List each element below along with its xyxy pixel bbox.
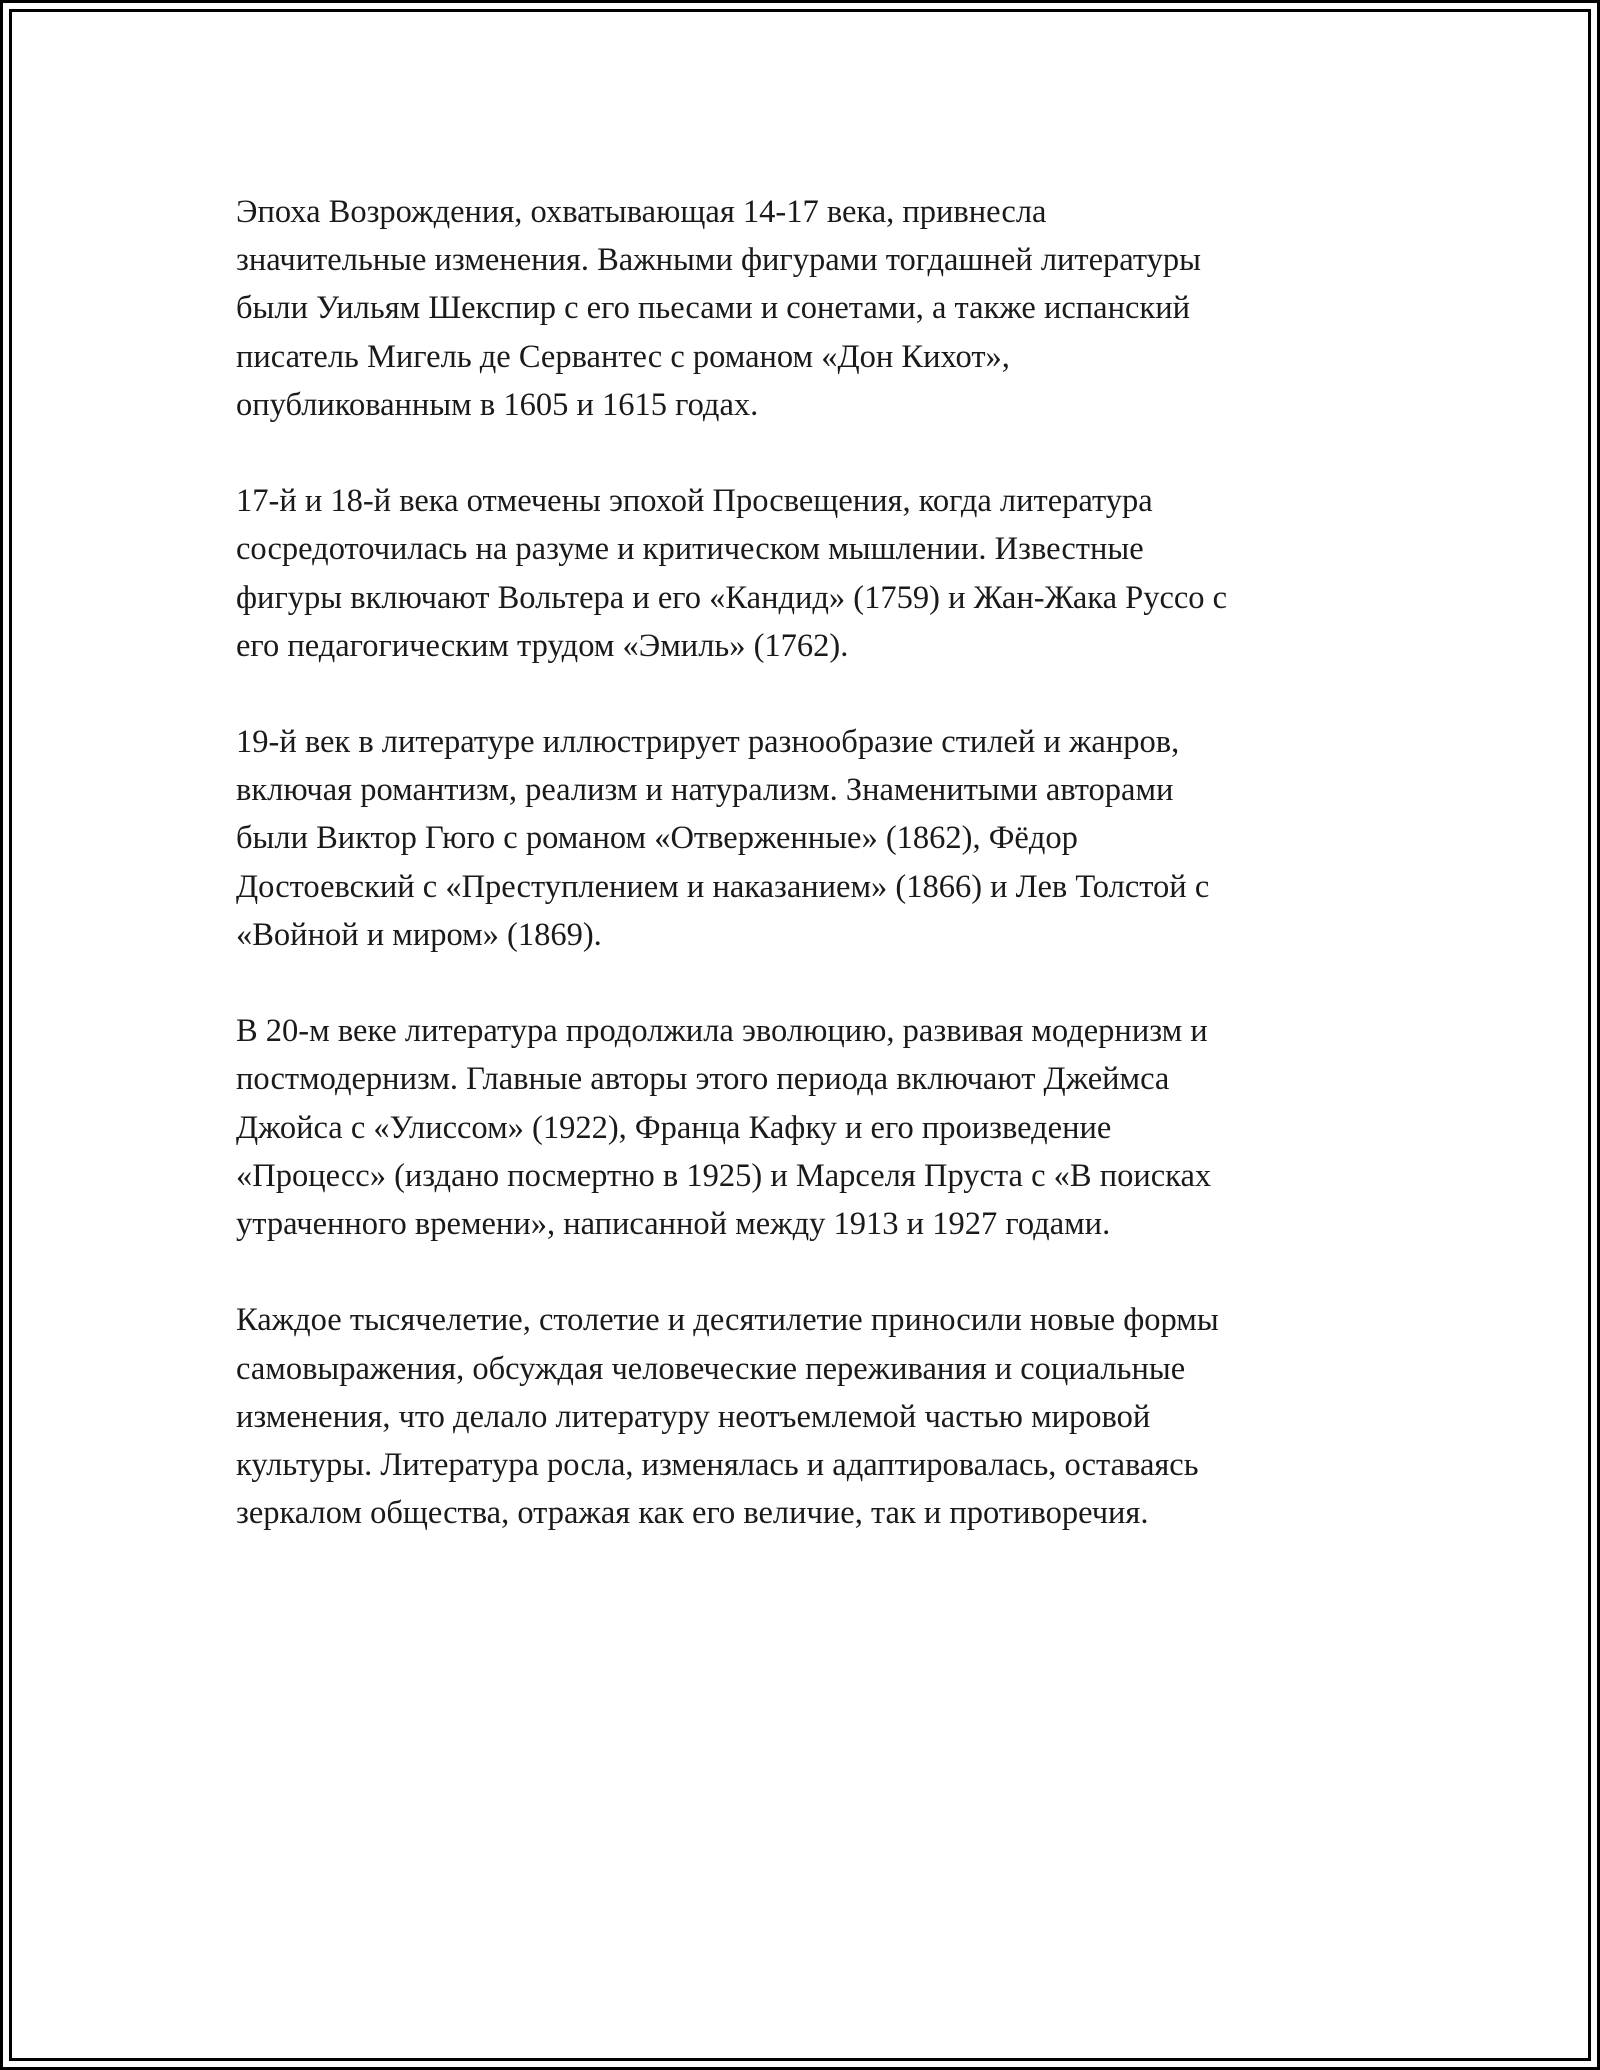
paragraph-spacer bbox=[236, 1248, 1396, 1296]
paragraph-spacer bbox=[236, 670, 1396, 718]
paragraph-spacer bbox=[236, 429, 1396, 477]
paragraph-spacer bbox=[236, 959, 1396, 1007]
text-line: включая романтизм, реализм и натурализм. Знаменитыми авторами bbox=[236, 772, 1174, 809]
paragraph-19th-century bbox=[236, 718, 1396, 959]
text-line: были Уильям Шекспир с его пьесами и сонетами, а также испанский bbox=[236, 290, 1190, 327]
text-line: 17-й и 18-й века отмечены эпохой Просвещения, когда литература bbox=[236, 483, 1153, 520]
text-line: утраченного времени», написанной между 1913 и 1927 годами. bbox=[236, 1205, 1111, 1242]
text-line: Джойса с «Улиссом» (1922), Франца Кафку и его произведение bbox=[236, 1109, 1112, 1146]
text-line: «Процесс» (издано посмертно в 1925) и Марселя Пруста с «В поисках bbox=[236, 1157, 1212, 1194]
text-line: 19-й век в литературе иллюстрирует разнообразие стилей и жанров, bbox=[236, 724, 1180, 761]
text-line: его педагогическим трудом «Эмиль» (1762). bbox=[236, 627, 849, 664]
text-line: значительные изменения. Важными фигурами тогдашней литературы bbox=[236, 242, 1202, 279]
paragraph-enlightenment bbox=[236, 477, 1396, 670]
text-line: постмодернизм. Главные авторы этого периода включают Джеймса bbox=[236, 1061, 1170, 1098]
text-line: опубликованным в 1605 и 1615 годах. bbox=[236, 386, 759, 423]
paragraph-renaissance bbox=[236, 188, 1396, 429]
text-line: Достоевский с «Преступлением и наказанием» (1866) и Лев Толстой с bbox=[236, 868, 1210, 905]
text-line: изменения, что делало литературу неотъемлемой частью мировой bbox=[236, 1398, 1151, 1435]
text-line: Каждое тысячелетие, столетие и десятилетие приносили новые формы bbox=[236, 1302, 1219, 1339]
text-line: самовыражения, обсуждая человеческие переживания и социальные bbox=[236, 1350, 1186, 1387]
text-line: В 20-м веке литература продолжила эволюцию, развивая модернизм и bbox=[236, 1013, 1208, 1050]
text-line: культуры. Литература росла, изменялась и адаптировалась, оставаясь bbox=[236, 1446, 1199, 1483]
text-line: зеркалом общества, отражая как его величие, так и противоречия. bbox=[236, 1495, 1149, 1532]
paragraph-20th-century bbox=[236, 1007, 1396, 1248]
text-line: были Виктор Гюго с романом «Отверженные» (1862), Фёдор bbox=[236, 820, 1078, 857]
paragraph-conclusion bbox=[236, 1296, 1396, 1537]
text-line: писатель Мигель де Сервантес с романом «Дон Кихот», bbox=[236, 338, 1010, 375]
text-line: сосредоточилась на разуме и критическом мышлении. Известные bbox=[236, 531, 1144, 568]
text-line: фигуры включают Вольтера и его «Кандид» (1759) и Жан-Жака Руссо с bbox=[236, 579, 1228, 616]
text-line: «Войной и миром» (1869). bbox=[236, 916, 602, 953]
text-line: Эпоха Возрождения, охватывающая 14-17 века, привнесла bbox=[236, 194, 1047, 230]
document-body bbox=[236, 188, 1396, 1537]
